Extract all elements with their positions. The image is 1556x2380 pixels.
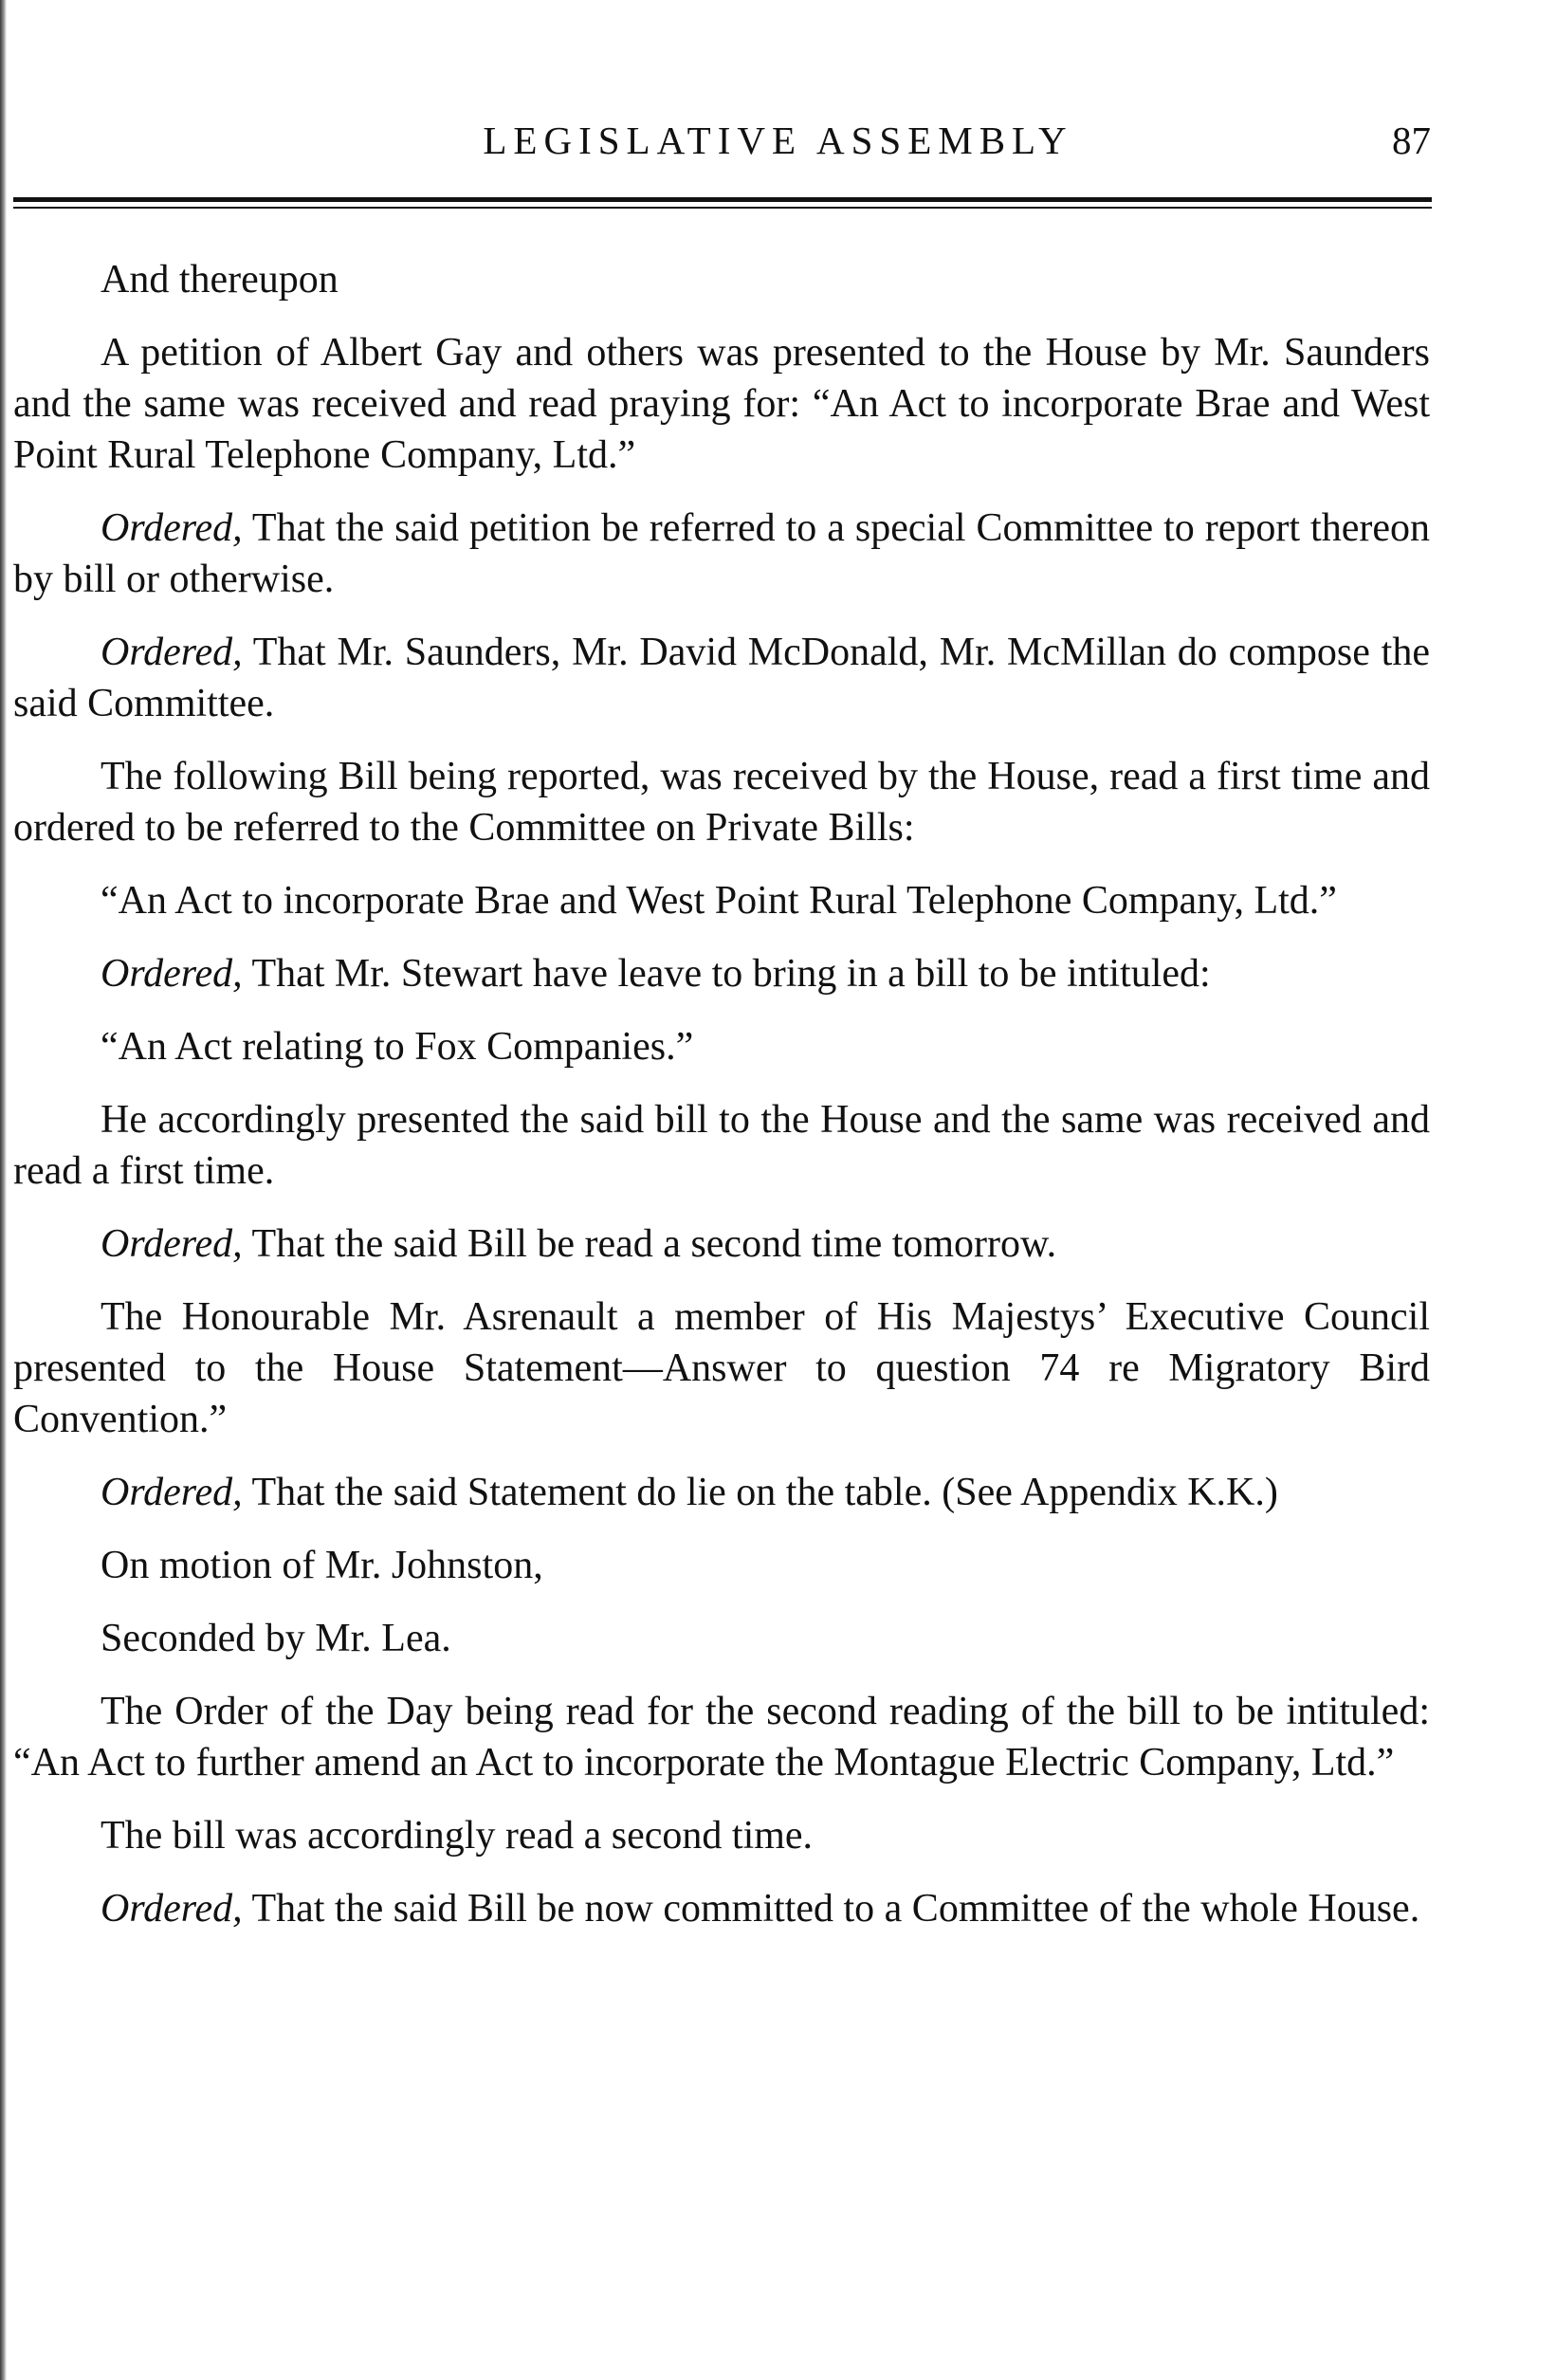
paragraph-order-stewart-leave	[13, 948, 1430, 999]
page-number: 87	[1392, 119, 1431, 162]
running-title: LEGISLATIVE ASSEMBLY	[483, 119, 1073, 162]
paragraph-bill-title-telephone	[13, 875, 1430, 926]
paragraph-order-of-day	[13, 1686, 1430, 1788]
header-rule-thin	[13, 207, 1432, 209]
paragraph-order-compose-committee	[13, 627, 1430, 729]
page-header	[0, 112, 1556, 169]
paragraph-and-thereupon	[13, 254, 1430, 305]
journal-body	[13, 254, 1430, 1956]
paragraph-text: A petition of Albert Gay and others was presented to the House by Mr. Saunders and the same was received and read praying for: “An Act to incorporate Brae and West Point Rural Telephone Company, Ltd.”	[13, 331, 1430, 477]
paragraph-bill-title-fox	[13, 1021, 1430, 1072]
paragraph-text: That the said petition be referred to a special Committee to report thereon by bill or otherwise.	[13, 506, 1430, 601]
paragraph-motion	[13, 1540, 1430, 1591]
paragraph-text: And thereupon	[101, 258, 339, 302]
paragraph-order-committed	[13, 1883, 1430, 1934]
ordered-label: Ordered,	[101, 631, 243, 674]
paragraph-text: Seconded by Mr. Lea.	[101, 1617, 451, 1660]
paragraph-order-second-reading	[13, 1218, 1430, 1270]
header-rule-thick	[13, 197, 1432, 202]
ordered-label: Ordered,	[101, 952, 243, 996]
paragraph-petition	[13, 327, 1430, 481]
paragraph-statement-presented	[13, 1291, 1430, 1445]
paragraph-read-second-time	[13, 1810, 1430, 1861]
paragraph-text: The Honourable Mr. Asrenault a member of His Majestys’ Executive Council presented to the House Statement—Answer to question 74 re Migratory Bird Convention.”	[13, 1295, 1430, 1441]
paragraph-text: That Mr. Stewart have leave to bring in a bill to be intituled:	[251, 952, 1211, 996]
page-binding-edge	[0, 0, 7, 2380]
ordered-label: Ordered,	[101, 1222, 243, 1266]
ordered-label: Ordered,	[101, 1471, 243, 1514]
paragraph-order-refer-committee	[13, 503, 1430, 605]
paragraph-text: “An Act relating to Fox Companies.”	[101, 1025, 694, 1069]
ordered-label: Ordered,	[101, 506, 243, 550]
paragraph-seconded	[13, 1613, 1430, 1664]
paragraph-text: That the said Statement do lie on the table. (See Appendix K.K.)	[251, 1471, 1278, 1514]
paragraph-text: That the said Bill be now committed to a Committee of the whole House.	[251, 1887, 1420, 1931]
paragraph-text: On motion of Mr. Johnston,	[101, 1544, 543, 1587]
paragraph-text: “An Act to incorporate Brae and West Point Rural Telephone Company, Ltd.”	[101, 879, 1337, 923]
paragraph-text: That the said Bill be read a second time tomorrow.	[251, 1222, 1057, 1266]
paragraph-text: That Mr. Saunders, Mr. David McDonald, Mr. McMillan do compose the said Committee.	[13, 631, 1430, 725]
paragraph-text: The bill was accordingly read a second time.	[101, 1814, 814, 1858]
paragraph-text: The Order of the Day being read for the second reading of the bill to be intituled: “An Act to further amend an Act to incorporate the Montague Electric Company, Ltd.”	[13, 1690, 1430, 1785]
paragraph-text: He accordingly presented the said bill to the House and the same was received and read a first time.	[13, 1098, 1430, 1193]
paragraph-bill-presented	[13, 1094, 1430, 1197]
paragraph-text: The following Bill being reported, was received by the House, read a first time and ordered to be referred to the Committee on Private Bills:	[13, 755, 1430, 850]
ordered-label: Ordered,	[101, 1887, 243, 1931]
paragraph-bill-reported	[13, 751, 1430, 853]
paragraph-order-lie-on-table	[13, 1467, 1430, 1518]
